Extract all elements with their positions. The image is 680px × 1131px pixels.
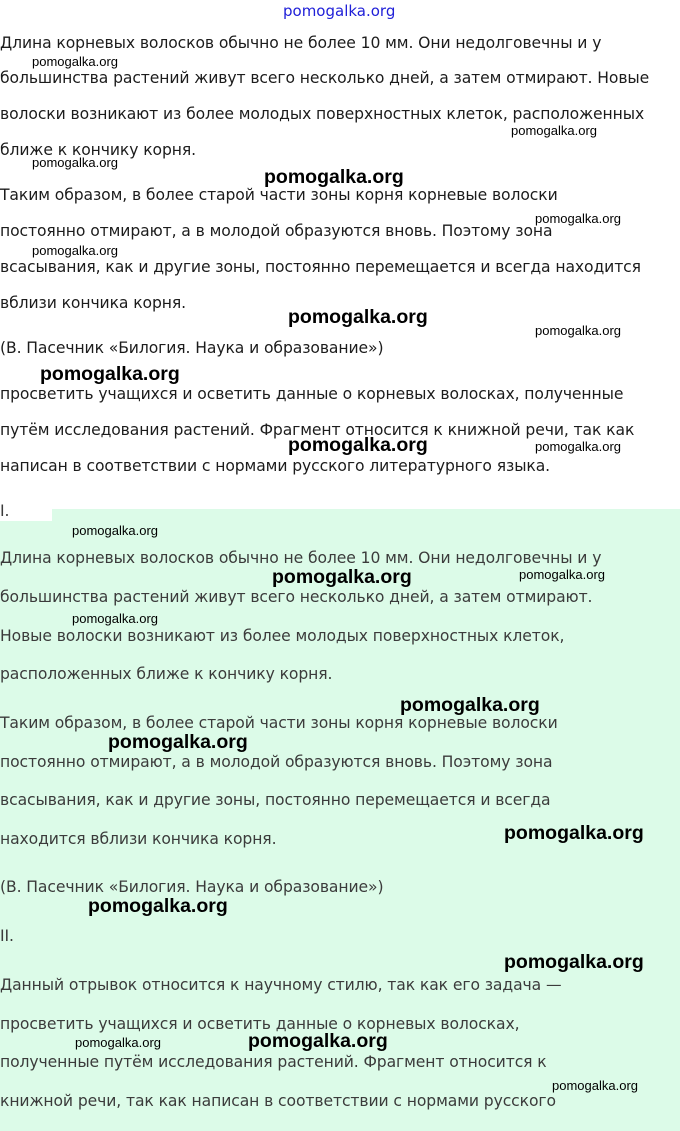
watermark-large: pomogalka.org <box>504 822 644 844</box>
watermark-large: pomogalka.org <box>288 434 428 456</box>
text-line: ближе к кончику корня. <box>0 141 196 159</box>
text-line: большинства растений живут всего несколько дней, а затем отмирают. Новые <box>0 69 650 87</box>
watermark-small: pomogalka.org <box>535 323 621 338</box>
watermark-large: pomogalka.org <box>108 731 248 753</box>
text-line: большинства растений живут всего несколько дней, а затем отмирают. <box>0 588 593 606</box>
section-heading-one: I. <box>0 502 10 520</box>
text-line: Данный отрывок относится к научному стилю, так как его задача — <box>0 976 562 994</box>
citation: (В. Пасечник «Билогия. Наука и образование») <box>0 339 384 357</box>
text-line: написан в соответствии с нормами русского литературного языка. <box>0 457 551 475</box>
text-line: Длина корневых волосков обычно не более 10 мм. Они недолговечны и у <box>0 549 602 567</box>
watermark-small: pomogalka.org <box>72 523 158 538</box>
watermark-small: pomogalka.org <box>72 611 158 626</box>
watermark-large: pomogalka.org <box>264 166 404 188</box>
text-line: находится вблизи кончика корня. <box>0 830 277 848</box>
watermark-small: pomogalka.org <box>535 211 621 226</box>
watermark-large: pomogalka.org <box>272 566 412 588</box>
text-line: волоски возникают из более молодых поверхностных клеток, расположенных <box>0 105 645 123</box>
watermark-small: pomogalka.org <box>32 155 118 170</box>
watermark-small: pomogalka.org <box>535 439 621 454</box>
watermark-small: pomogalka.org <box>32 54 118 69</box>
watermark-small: pomogalka.org <box>552 1078 638 1093</box>
watermark-large: pomogalka.org <box>248 1030 388 1052</box>
text-line: просветить учащихся и осветить данные о корневых волосках, полученные <box>0 385 624 403</box>
text-line: постоянно отмирают, а в молодой образуются вновь. Поэтому зона <box>0 753 553 771</box>
watermark-large: pomogalka.org <box>504 951 644 973</box>
site-link[interactable]: pomogalka.org <box>283 2 396 20</box>
watermark-large: pomogalka.org <box>288 306 428 328</box>
watermark-small: pomogalka.org <box>511 123 597 138</box>
text-line: Таким образом, в более старой части зоны корня корневые волоски <box>0 186 558 204</box>
text-line: постоянно отмирают, а в молодой образуются вновь. Поэтому зона <box>0 222 553 240</box>
watermark-small: pomogalka.org <box>75 1035 161 1050</box>
text-line: книжной речи, так как написан в соответствии с нормами русского <box>0 1092 556 1110</box>
citation: (В. Пасечник «Билогия. Наука и образование») <box>0 878 384 896</box>
text-line: всасывания, как и другие зоны, постоянно перемещается и всегда <box>0 791 551 809</box>
text-line: путём исследования растений. Фрагмент относится к книжной речи, так как <box>0 421 635 439</box>
text-line: просветить учащихся и осветить данные о корневых волосках, <box>0 1015 520 1033</box>
watermark-large: pomogalka.org <box>400 694 540 716</box>
text-line: полученные путём исследования растений. Фрагмент относится к <box>0 1053 547 1071</box>
text-line: всасывания, как и другие зоны, постоянно перемещается и всегда находится <box>0 258 641 276</box>
text-line: Длина корневых волосков обычно не более 10 мм. Они недолговечны и у <box>0 34 602 52</box>
text-line: Новые волоски возникают из более молодых поверхностных клеток, <box>0 627 565 645</box>
watermark-small: pomogalka.org <box>519 567 605 582</box>
section-heading-two: II. <box>0 927 14 945</box>
text-line: вблизи кончика корня. <box>0 294 187 312</box>
watermark-small: pomogalka.org <box>32 243 118 258</box>
watermark-large: pomogalka.org <box>40 363 180 385</box>
watermark-large: pomogalka.org <box>88 895 228 917</box>
text-line: Таким образом, в более старой части зоны корня корневые волоски <box>0 714 558 732</box>
text-line: расположенных ближе к кончику корня. <box>0 665 333 683</box>
